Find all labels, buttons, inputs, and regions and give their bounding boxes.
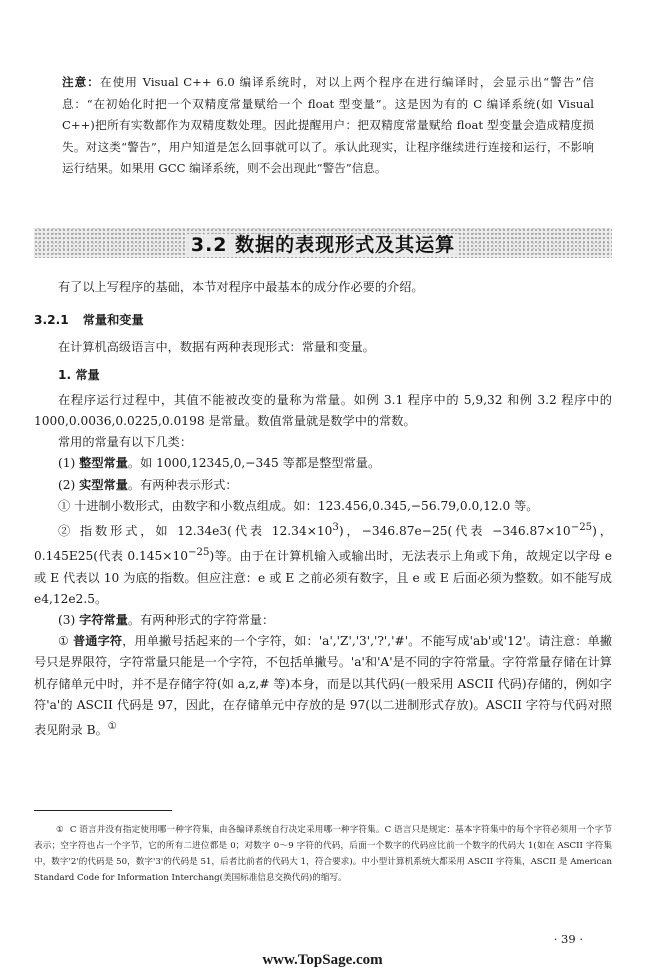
item-decimal-form: ① 十进制小数形式，由数字和小数点组成。如：123.456,0.345,−56.79,0.0,12.0 等。 bbox=[58, 498, 539, 513]
intro-paragraph: 有了以上写程序的基础，本节对程序中最基本的成分作必要的介绍。 bbox=[58, 280, 424, 294]
footnote-reference: ① bbox=[107, 720, 117, 732]
paragraph-constant-types: 常用的常量有以下几类： bbox=[58, 435, 193, 450]
footnote-marker: ① bbox=[56, 825, 64, 835]
item-ordinary-character: ① 普通字符，用单撇号括起来的一个字符，如：'a','Z','3','?','#'。不能写成'ab'或'12'。请注意：单撇号只是界限符，字符常量只能是一个字符，不包括单撇号。'a'和'A'是不同的字符常量。字符常量存储在计算机存储单元中时，并不是存储字符(如 a,z,# 等)本身，而是以其代码(一般采用 ASCII 代码)存储的，例如字符'a'的 ASCII 代码是 97，因此，在存储单元中存放的是 97(以二进制形式存放)。ASCII 字符与代码对照表见附录 B。① bbox=[34, 634, 613, 738]
note-text: 在使用 Visual C++ 6.0 编译系统时，对以上两个程序在进行编译时，会显示出“警告”信息：“在初始化时把一个双精度常量赋给一个 float 型变量”。这是因为有的 C 编译系统(如 Visual C++)把所有实数都作为双精度数处理。因此提醒用户：把双精度常量赋给 float 型变量会造成精度损失。对这类“警告”，用户知道是怎么回事就可以了。承认此现实，让程序继续进行连接和运行，不影响运行结果。如果用 GCC 编译系统，则不会出现此“警告”信息。 bbox=[62, 75, 594, 175]
paragraph-constant-definition: 在程序运行过程中，其值不能被改变的量称为常量。如例 3.1 程序中的 5,9,32 和例 3.2 程序中的 1000,0.0036,0.0225,0.0198 是常量。数值常量就是数学中的常数。 bbox=[34, 392, 612, 429]
section-title: 3.2 数据的表现形式及其运算 bbox=[187, 234, 459, 256]
subsection-number: 3.2.1 bbox=[34, 313, 69, 328]
watermark-url: www.TopSage.com bbox=[262, 952, 383, 968]
subsection-title: 常量和变量 bbox=[82, 313, 144, 328]
heading-constants: 1. 常量 bbox=[58, 367, 100, 382]
paragraph-data-forms: 在计算机高级语言中，数据有两种表现形式：常量和变量。 bbox=[58, 340, 375, 355]
item-real-constant: (2) 实型常量。有两种表示形式： bbox=[58, 477, 238, 492]
footnote-text: C 语言并没有指定使用哪一种字符集，由各编译系统自行决定采用哪一种字符集。C 语言只是规定：基本字符集中的每个字符必须用一个字节表示；空字符也占一个字节，它的所有二进位都是 0；对数字 0～9 字符的代码，后面一个数字的代码应比前一个数字的代码大 1(如在 ASCII 字符集中，数字'2'的代码是 50，数字'3'的代码是 51，后者比前者的代码大 1，符合要求)。中小型计算机系统大都采用 ASCII 字符集，ASCII 是 American Standard Code for Information Interchang(美国标准信息交换代码)的缩写。 bbox=[34, 825, 612, 883]
footnote bbox=[34, 822, 612, 886]
page-number: · 39 · bbox=[553, 932, 583, 946]
note-paragraph bbox=[62, 72, 594, 180]
body-text bbox=[34, 277, 612, 741]
subsection-heading bbox=[34, 310, 612, 331]
section-heading-banner bbox=[34, 228, 612, 258]
note-label: 注意： bbox=[62, 75, 100, 89]
item-character-constant: (3) 字符常量。有两种形式的字符常量： bbox=[58, 612, 275, 627]
item-exponent-form: ② 指数形式，如 12.34e3(代表 $12.34\times 10^3$)，−346.87e−25(代表 $-346.87\times 10^{-25}$)，0.145E25(代表 $0.145\times 10^{-25}$)等。由于在计算机输入或输出时，无法表示上角或下角，故规定以字母 e 或 E 代表以 10 为底的指数。但应注意：e 或 E 之前必须有数字，且 e 或 E 后面必须为整数。如不能写成 e4,12e2.5。 bbox=[34, 522, 612, 606]
item-integer-constant: (1) 整型常量。如 1000,12345,0,−345 等都是整型常量。 bbox=[58, 456, 381, 471]
footnote-divider bbox=[34, 810, 172, 811]
